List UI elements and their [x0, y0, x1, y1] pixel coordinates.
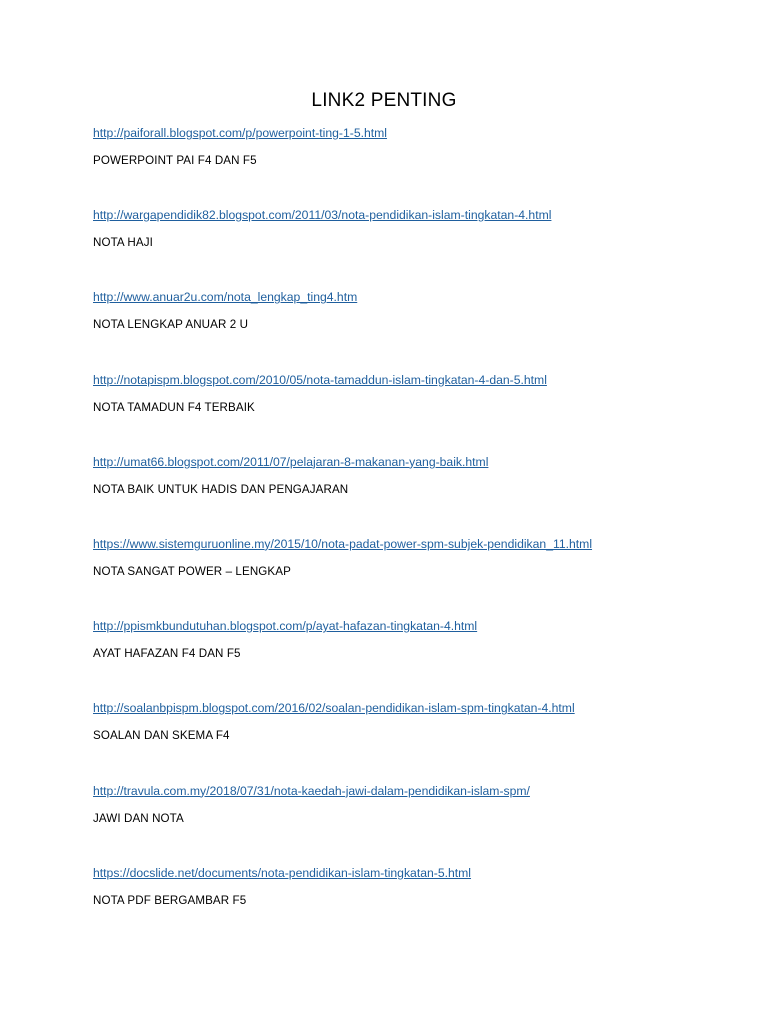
link-url[interactable]: http://www.anuar2u.com/nota_lengkap_ting4.htm: [93, 290, 358, 305]
link-url[interactable]: https://www.sistemguruonline.my/2015/10/nota-padat-power-spm-subjek-pendidikan_11.html: [93, 536, 593, 551]
link-url[interactable]: http://notapispm.blogspot.com/2010/05/nota-tamaddun-islam-tingkatan-4-dan-5.html: [93, 372, 547, 387]
link-description: POWERPOINT PAI F4 DAN F5: [93, 154, 257, 167]
list-item: [93, 453, 753, 535]
link-list: [93, 124, 753, 946]
link-url[interactable]: http://paiforall.blogspot.com/p/powerpoint-ting-1-5.html: [93, 126, 388, 140]
link-url[interactable]: https://docslide.net/documents/nota-pendidikan-islam-tingkatan-5.html: [93, 865, 472, 880]
link-description: NOTA LENGKAP ANUAR 2 U: [93, 318, 249, 332]
list-item: [93, 371, 753, 453]
list-item: [93, 124, 753, 206]
list-item: [93, 864, 753, 946]
link-description: NOTA PDF BERGAMBAR F5: [93, 893, 247, 907]
link-description: JAWI DAN NOTA: [93, 811, 184, 825]
list-item: [93, 288, 753, 370]
link-description: NOTA BAIK UNTUK HADIS DAN PENGAJARAN: [93, 482, 349, 496]
list-item: [93, 699, 753, 781]
list-item: [93, 535, 753, 617]
link-url[interactable]: http://travula.com.my/2018/07/31/nota-kaedah-jawi-dalam-pendidikan-islam-spm/: [93, 783, 530, 798]
link-url[interactable]: http://ppismkbundutuhan.blogspot.com/p/ayat-hafazan-tingkatan-4.html: [93, 619, 478, 634]
list-item: [93, 206, 753, 288]
list-item: [93, 782, 753, 864]
link-description: AYAT HAFAZAN F4 DAN F5: [93, 647, 241, 661]
link-description: NOTA HAJI: [93, 236, 153, 250]
link-url[interactable]: http://wargapendidik82.blogspot.com/2011/03/nota-pendidikan-islam-tingkatan-4.html: [93, 208, 552, 223]
link-description: NOTA SANGAT POWER – LENGKAP: [93, 564, 291, 578]
list-item: [93, 617, 753, 699]
link-description: NOTA TAMADUN F4 TERBAIK: [93, 400, 255, 414]
link-description: SOALAN DAN SKEMA F4: [93, 729, 230, 743]
document-title: LINK2 PENTING: [311, 90, 457, 111]
link-url[interactable]: http://umat66.blogspot.com/2011/07/pelajaran-8-makanan-yang-baik.html: [93, 454, 489, 469]
link-url[interactable]: http://soalanbpispm.blogspot.com/2016/02/soalan-pendidikan-islam-spm-tingkatan-4.html: [93, 701, 575, 716]
